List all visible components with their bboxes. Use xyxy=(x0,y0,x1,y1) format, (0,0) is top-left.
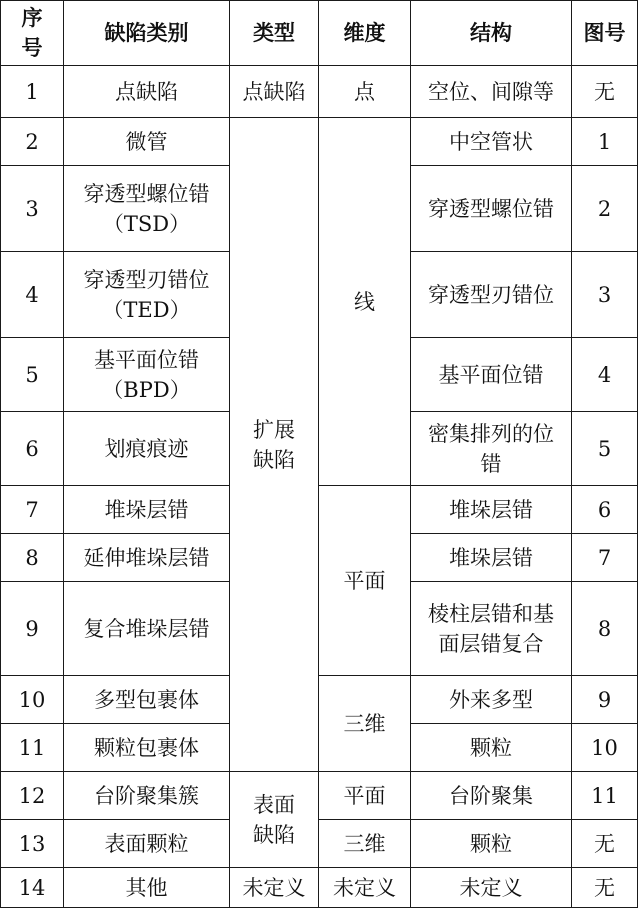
cell-serial: 4 xyxy=(1,252,64,338)
header-category: 缺陷类别 xyxy=(64,1,230,66)
cell-serial: 11 xyxy=(1,724,64,772)
cell-dimension-3d: 三维 xyxy=(319,676,411,772)
cell-serial: 1 xyxy=(1,66,64,118)
cell-figure: 无 xyxy=(572,868,638,908)
cell-category: 颗粒包裹体 xyxy=(64,724,230,772)
cell-category: 划痕痕迹 xyxy=(64,412,230,486)
cell-category: 堆垛层错 xyxy=(64,486,230,534)
cell-structure: 颗粒 xyxy=(411,820,572,868)
cell-structure: 空位、间隙等 xyxy=(411,66,572,118)
cell-category: 微管 xyxy=(64,118,230,166)
header-type: 类型 xyxy=(230,1,319,66)
cell-dimension: 平面 xyxy=(319,772,411,820)
cell-figure: 4 xyxy=(572,338,638,412)
cell-structure: 密集排列的位 错 xyxy=(411,412,572,486)
cell-type: 点缺陷 xyxy=(230,66,319,118)
cell-structure: 堆垛层错 xyxy=(411,486,572,534)
cell-structure: 台阶聚集 xyxy=(411,772,572,820)
cell-figure: 6 xyxy=(572,486,638,534)
cell-category: 穿透型刃错位 （TED） xyxy=(64,252,230,338)
cell-serial: 5 xyxy=(1,338,64,412)
cell-category: 复合堆垛层错 xyxy=(64,582,230,676)
header-row xyxy=(1,1,638,66)
cell-serial: 6 xyxy=(1,412,64,486)
cell-figure: 8 xyxy=(572,582,638,676)
cell-category: 点缺陷 xyxy=(64,66,230,118)
cell-structure: 穿透型螺位错 xyxy=(411,166,572,252)
cell-structure: 外来多型 xyxy=(411,676,572,724)
cell-serial: 9 xyxy=(1,582,64,676)
cell-structure: 基平面位错 xyxy=(411,338,572,412)
cell-figure: 2 xyxy=(572,166,638,252)
cell-figure: 5 xyxy=(572,412,638,486)
cell-dimension: 点 xyxy=(319,66,411,118)
cell-serial: 10 xyxy=(1,676,64,724)
header-serial: 序 号 xyxy=(1,1,64,66)
cell-figure: 无 xyxy=(572,820,638,868)
cell-dimension-plane: 平面 xyxy=(319,486,411,676)
cell-category: 多型包裹体 xyxy=(64,676,230,724)
table-row xyxy=(1,66,638,118)
table-row xyxy=(1,772,638,820)
cell-figure: 1 xyxy=(572,118,638,166)
cell-figure: 7 xyxy=(572,534,638,582)
table-row xyxy=(1,820,638,868)
cell-serial: 2 xyxy=(1,118,64,166)
cell-serial: 14 xyxy=(1,868,64,908)
cell-category: 其他 xyxy=(64,868,230,908)
header-structure: 结构 xyxy=(411,1,572,66)
cell-serial: 12 xyxy=(1,772,64,820)
cell-figure: 10 xyxy=(572,724,638,772)
cell-structure: 中空管状 xyxy=(411,118,572,166)
cell-type-extended-defect: 扩展 缺陷 xyxy=(230,118,319,772)
cell-serial: 8 xyxy=(1,534,64,582)
cell-serial: 3 xyxy=(1,166,64,252)
cell-type: 未定义 xyxy=(230,868,319,908)
cell-structure: 堆垛层错 xyxy=(411,534,572,582)
cell-serial: 7 xyxy=(1,486,64,534)
table-row xyxy=(1,868,638,908)
cell-dimension: 三维 xyxy=(319,820,411,868)
table-row xyxy=(1,118,638,166)
cell-category: 表面颗粒 xyxy=(64,820,230,868)
header-dimension: 维度 xyxy=(319,1,411,66)
cell-structure: 棱柱层错和基 面层错复合 xyxy=(411,582,572,676)
table-row xyxy=(1,486,638,534)
table-row xyxy=(1,676,638,724)
cell-figure: 11 xyxy=(572,772,638,820)
cell-type-surface-defect: 表面 缺陷 xyxy=(230,772,319,868)
cell-dimension-line: 线 xyxy=(319,118,411,486)
cell-category: 台阶聚集簇 xyxy=(64,772,230,820)
cell-structure: 穿透型刃错位 xyxy=(411,252,572,338)
cell-figure: 3 xyxy=(572,252,638,338)
cell-dimension: 未定义 xyxy=(319,868,411,908)
cell-serial: 13 xyxy=(1,820,64,868)
cell-category: 延伸堆垛层错 xyxy=(64,534,230,582)
cell-structure: 颗粒 xyxy=(411,724,572,772)
cell-category: 穿透型螺位错 （TSD） xyxy=(64,166,230,252)
cell-figure: 9 xyxy=(572,676,638,724)
header-figure: 图号 xyxy=(572,1,638,66)
cell-figure: 无 xyxy=(572,66,638,118)
cell-structure: 未定义 xyxy=(411,868,572,908)
cell-category: 基平面位错 （BPD） xyxy=(64,338,230,412)
